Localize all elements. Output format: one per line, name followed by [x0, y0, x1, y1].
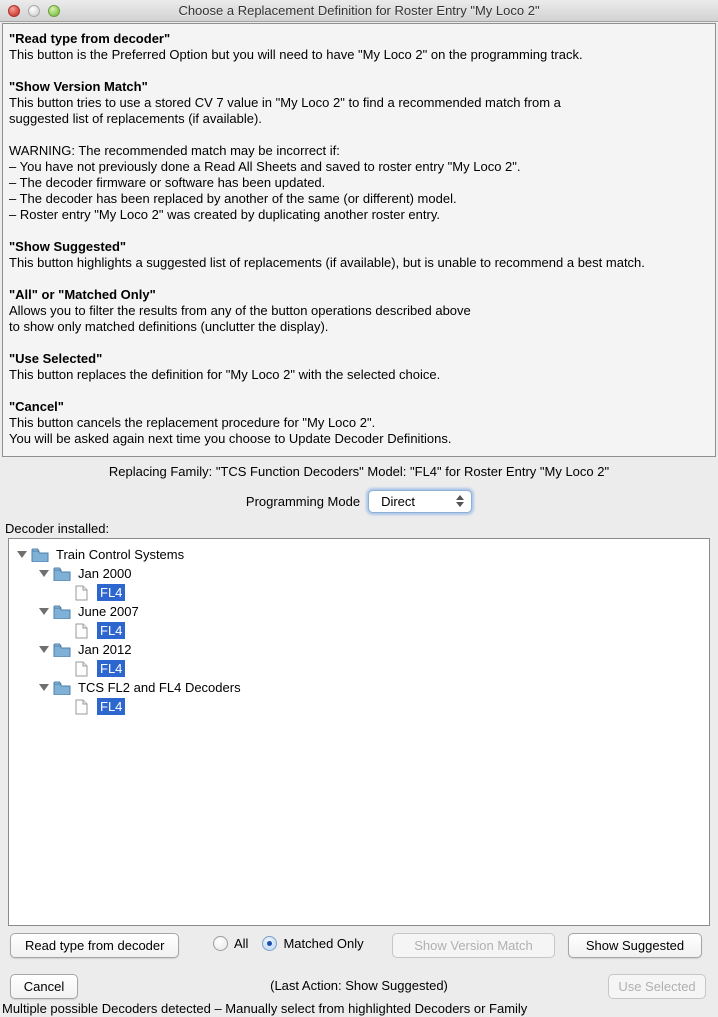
radio-all-icon[interactable] — [213, 936, 228, 951]
instruction-block — [9, 239, 709, 271]
tree-label-selected[interactable]: FL4 — [97, 584, 125, 601]
instruction-line: suggested list of replacements (if available). — [9, 111, 262, 126]
title-bar — [0, 0, 718, 22]
instruction-block — [9, 351, 709, 383]
show-version-match-button[interactable]: Show Version Match — [392, 933, 555, 958]
instruction-line: You will be asked again next time you choose to Update Decoder Definitions. — [9, 431, 452, 446]
instruction-block — [9, 79, 709, 127]
instruction-heading: "All" or "Matched Only" — [9, 287, 156, 302]
programming-mode-select[interactable] — [368, 490, 472, 513]
show-suggested-button[interactable]: Show Suggested — [568, 933, 702, 958]
tree-row[interactable] — [9, 678, 709, 697]
filter-radio-group — [213, 936, 364, 951]
instruction-heading: "Cancel" — [9, 399, 64, 414]
instruction-line: This button highlights a suggested list of replacements (if available), but is unable to recommend a best match. — [9, 255, 645, 270]
radio-matched-only-icon[interactable] — [262, 936, 277, 951]
minimize-button[interactable] — [28, 5, 40, 17]
instruction-heading: "Show Suggested" — [9, 239, 127, 254]
tree-row[interactable] — [9, 640, 709, 659]
tree-label: TCS FL2 and FL4 Decoders — [78, 680, 241, 695]
folder-icon — [31, 548, 53, 562]
replacing-summary: Replacing Family: "TCS Function Decoders" Model: "FL4" for Roster Entry "My Loco 2" — [108, 464, 610, 479]
tree-row[interactable] — [9, 659, 709, 678]
file-icon — [75, 585, 97, 601]
instruction-block-warning — [9, 143, 709, 223]
read-type-from-decoder-button[interactable]: Read type from decoder — [10, 933, 179, 958]
tree-row[interactable] — [9, 564, 709, 583]
status-message: Multiple possible Decoders detected – Manually select from highlighted Decoders or Family — [2, 1001, 528, 1016]
instruction-line: Allows you to filter the results from any of the button operations described above — [9, 303, 471, 318]
tree-row[interactable] — [9, 697, 709, 716]
tree-row[interactable] — [9, 583, 709, 602]
tree-label: Train Control Systems — [56, 547, 185, 562]
use-selected-button[interactable]: Use Selected — [608, 974, 706, 999]
radio-all[interactable] — [213, 936, 248, 951]
tree-label: June 2007 — [78, 604, 139, 619]
folder-icon — [53, 605, 75, 619]
disclosure-triangle-icon[interactable] — [39, 570, 53, 577]
folder-icon — [53, 643, 75, 657]
disclosure-triangle-icon[interactable] — [39, 646, 53, 653]
file-icon — [75, 699, 97, 715]
instruction-line: This button cancels the replacement procedure for "My Loco 2". — [9, 415, 376, 430]
instruction-block — [9, 287, 709, 335]
file-icon — [75, 623, 97, 639]
radio-matched-only-label: Matched Only — [283, 936, 364, 951]
instruction-heading: "Show Version Match" — [9, 79, 148, 94]
instruction-line: – You have not previously done a Read All Sheets and saved to roster entry "My Loco 2". — [9, 159, 521, 174]
instruction-line: WARNING: The recommended match may be incorrect if: — [9, 143, 340, 158]
instruction-block — [9, 399, 709, 447]
instruction-heading: "Read type from decoder" — [9, 31, 171, 46]
stepper-arrows-icon — [456, 495, 464, 507]
action-row-1 — [0, 933, 718, 959]
decoder-installed-label: Decoder installed: — [5, 521, 110, 536]
tree-row[interactable] — [9, 621, 709, 640]
programming-mode-value: Direct — [381, 493, 416, 509]
radio-all-label: All — [234, 936, 249, 951]
window-title: Choose a Replacement Definition for Roster Entry "My Loco 2" — [178, 3, 540, 18]
tree-label-selected[interactable]: FL4 — [97, 698, 125, 715]
instruction-block — [9, 31, 709, 63]
instruction-line: – The decoder firmware or software has been updated. — [9, 175, 326, 190]
cancel-button[interactable]: Cancel — [10, 974, 78, 999]
programming-mode-label: Programming Mode — [245, 493, 361, 509]
action-row-2 — [0, 974, 718, 999]
decoder-tree[interactable] — [8, 538, 710, 926]
instruction-line: – The decoder has been replaced by another of the same (or different) model. — [9, 191, 457, 206]
folder-icon — [53, 567, 75, 581]
tree-row[interactable] — [9, 602, 709, 621]
radio-matched-only[interactable] — [262, 936, 363, 951]
instruction-line: to show only matched definitions (unclutter the display). — [9, 319, 329, 334]
file-icon — [75, 661, 97, 677]
disclosure-triangle-icon[interactable] — [39, 684, 53, 691]
instruction-line: This button tries to use a stored CV 7 value in "My Loco 2" to find a recommended match from a — [9, 95, 561, 110]
tree-label-selected[interactable]: FL4 — [97, 622, 125, 639]
instruction-line: This button is the Preferred Option but you will need to have "My Loco 2" on the programming track. — [9, 47, 583, 62]
instruction-line: – Roster entry "My Loco 2" was created by duplicating another roster entry. — [9, 207, 440, 222]
instructions-panel — [2, 23, 716, 457]
disclosure-triangle-icon[interactable] — [17, 551, 31, 558]
tree-label-selected[interactable]: FL4 — [97, 660, 125, 677]
instruction-line: This button replaces the definition for "My Loco 2" with the selected choice. — [9, 367, 441, 382]
zoom-button[interactable] — [48, 5, 60, 17]
instruction-heading: "Use Selected" — [9, 351, 103, 366]
close-button[interactable] — [8, 5, 20, 17]
folder-icon — [53, 681, 75, 695]
tree-row[interactable] — [9, 545, 709, 564]
tree-label: Jan 2000 — [78, 566, 132, 581]
tree-label: Jan 2012 — [78, 642, 132, 657]
last-action-text: (Last Action: Show Suggested) — [270, 978, 448, 993]
disclosure-triangle-icon[interactable] — [39, 608, 53, 615]
